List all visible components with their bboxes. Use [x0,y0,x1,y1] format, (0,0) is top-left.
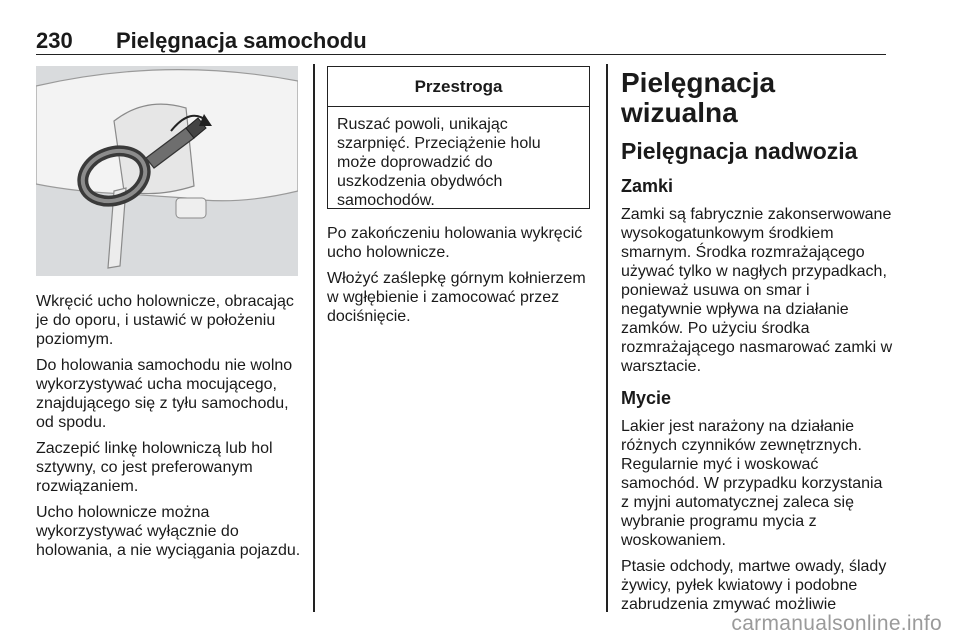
column-1-text [36,292,304,567]
paragraph: Zamki są fabrycznie zakonserwowane wysokogatunkowym środkiem smarnym. Środka rozmrażającego używać tylko w nagłych przypadkach, ponieważ usuwa on smar i negatywnie wpływa na działanie zamków. Po użyciu środka rozmrażającego nasmarować zamki w warsztacie. [621,206,893,375]
caution-text: Ruszać powoli, unikając szarpnięć. Przeciążenie holu może doprowadzić do uszkodzenia obydwóch samochodów. [337,116,541,209]
column-3-text [621,68,893,621]
tow-eye-drawing [36,66,298,276]
page-header [36,14,886,55]
paragraph: Zaczepić linkę holowniczą lub hol sztywny, co jest preferowanym rozwiązaniem. [36,440,273,495]
paragraph: Do holowania samochodu nie wolno wykorzystywać ucha mocującego, znajdującego się z tyłu samochodu, od spodu. [36,357,293,431]
heading-locks: Zamki [621,176,674,196]
paragraph: Ptasie odchody, martwe owady, ślady żywicy, pyłek kwiatowy i podobne zabrudzenia zmywać możliwie [621,558,887,613]
column-divider-1 [313,64,315,612]
paragraph: Ucho holownicze można wykorzystywać wyłącznie do holowania, a nie wyciągania pojazdu. [36,504,301,559]
paragraph: Lakier jest narażony na działanie różnych czynników zewnętrznych. Regularnie myć i woskować samochód. W przypadku korzystania z myjni automatycznej zaleca się wybranie programu mycia z woskowaniem. [621,418,883,549]
watermark: carmanualsonline.info [731,612,942,635]
paragraph: Po zakończeniu holowania wykręcić ucho holownicze. [327,225,583,261]
tow-eye-illustration [36,66,298,276]
heading-washing: Mycie [621,388,672,408]
subsection-heading-body-care: Pielęgnacja nadwozia [621,138,858,164]
column-2-text [327,224,595,333]
page-title: Pielęgnacja samochodu [116,28,367,53]
section-heading-visual-care: Pielęgnacja wizualna [621,67,776,128]
paragraph: Włożyć zaślepkę górnym kołnierzem w wgłębienie i zamocować przez dociśnięcie. [327,270,586,325]
caution-title: Przestroga [328,67,589,107]
page-number: 230 [36,28,73,53]
paragraph: Wkręcić ucho holownicze, obracając je do oporu, i ustawić w położeniu poziomym. [36,293,294,348]
caution-box [327,66,590,209]
column-divider-2 [606,64,608,612]
